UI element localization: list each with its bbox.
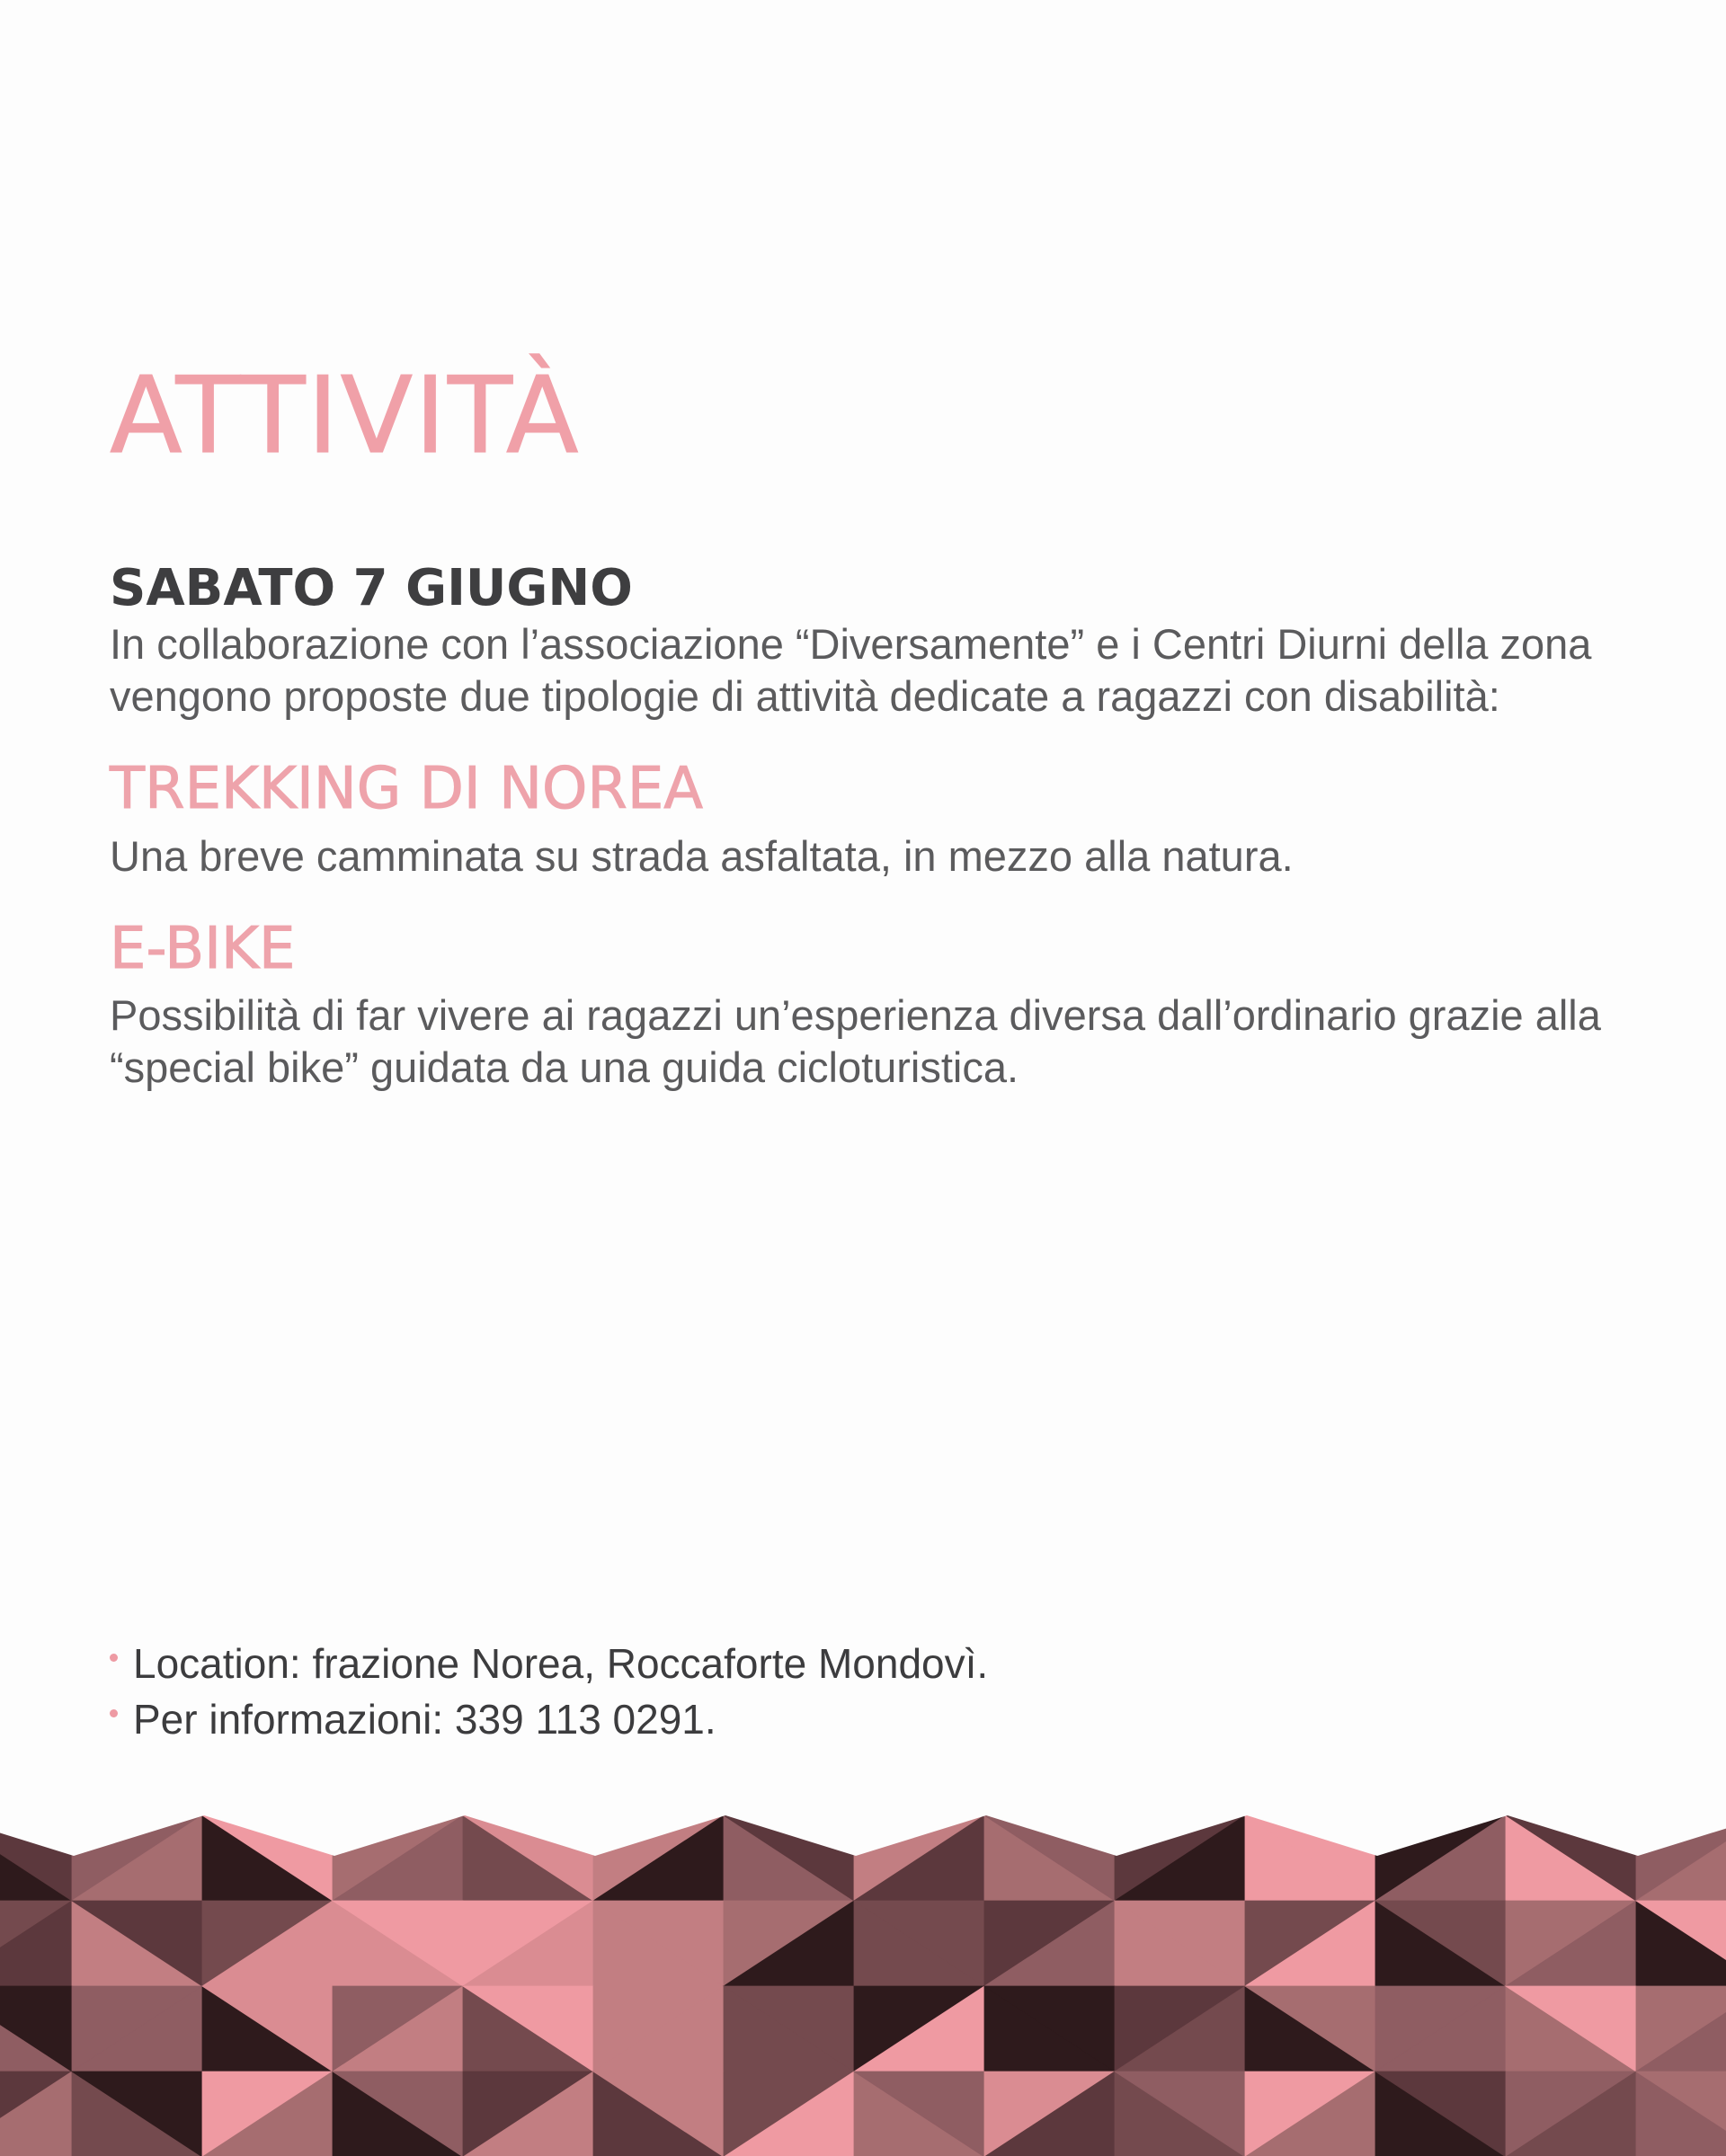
section-title-ebike: E-BIKE	[110, 916, 296, 982]
section-description-trekking	[110, 830, 1294, 883]
description-line: “special bike” guidata da una guida cicloturistica.	[110, 1043, 1019, 1091]
section-title-trekking: TREKKING DI NOREA	[110, 756, 704, 822]
info-list	[110, 1636, 988, 1747]
date-heading: SABATO 7 GIUGNO	[110, 559, 633, 617]
intro-paragraph	[110, 618, 1591, 723]
info-item-location	[110, 1636, 988, 1691]
description-line: Una breve camminata su strada asfaltata, in mezzo alla natura.	[110, 832, 1294, 880]
bullet-icon	[110, 1709, 118, 1717]
description-line: Possibilità di far vivere ai ragazzi un’esperienza diversa dall’ordinario grazie alla	[110, 991, 1601, 1039]
info-text: Per informazioni: 339 113 0291.	[133, 1696, 716, 1743]
info-text: Location: frazione Norea, Roccaforte Mondovì.	[133, 1640, 989, 1687]
intro-line: vengono proposte due tipologie di attività dedicate a ragazzi con disabilità:	[110, 672, 1500, 720]
page-title: ATTIVITÀ	[110, 353, 581, 477]
bullet-icon	[110, 1654, 118, 1662]
info-item-contact	[110, 1691, 988, 1747]
intro-line: In collaborazione con l’associazione “Diversamente” e i Centri Diurni della zona	[110, 620, 1592, 668]
geometric-pattern-decoration	[0, 1815, 1726, 2156]
section-description-ebike	[110, 989, 1601, 1094]
